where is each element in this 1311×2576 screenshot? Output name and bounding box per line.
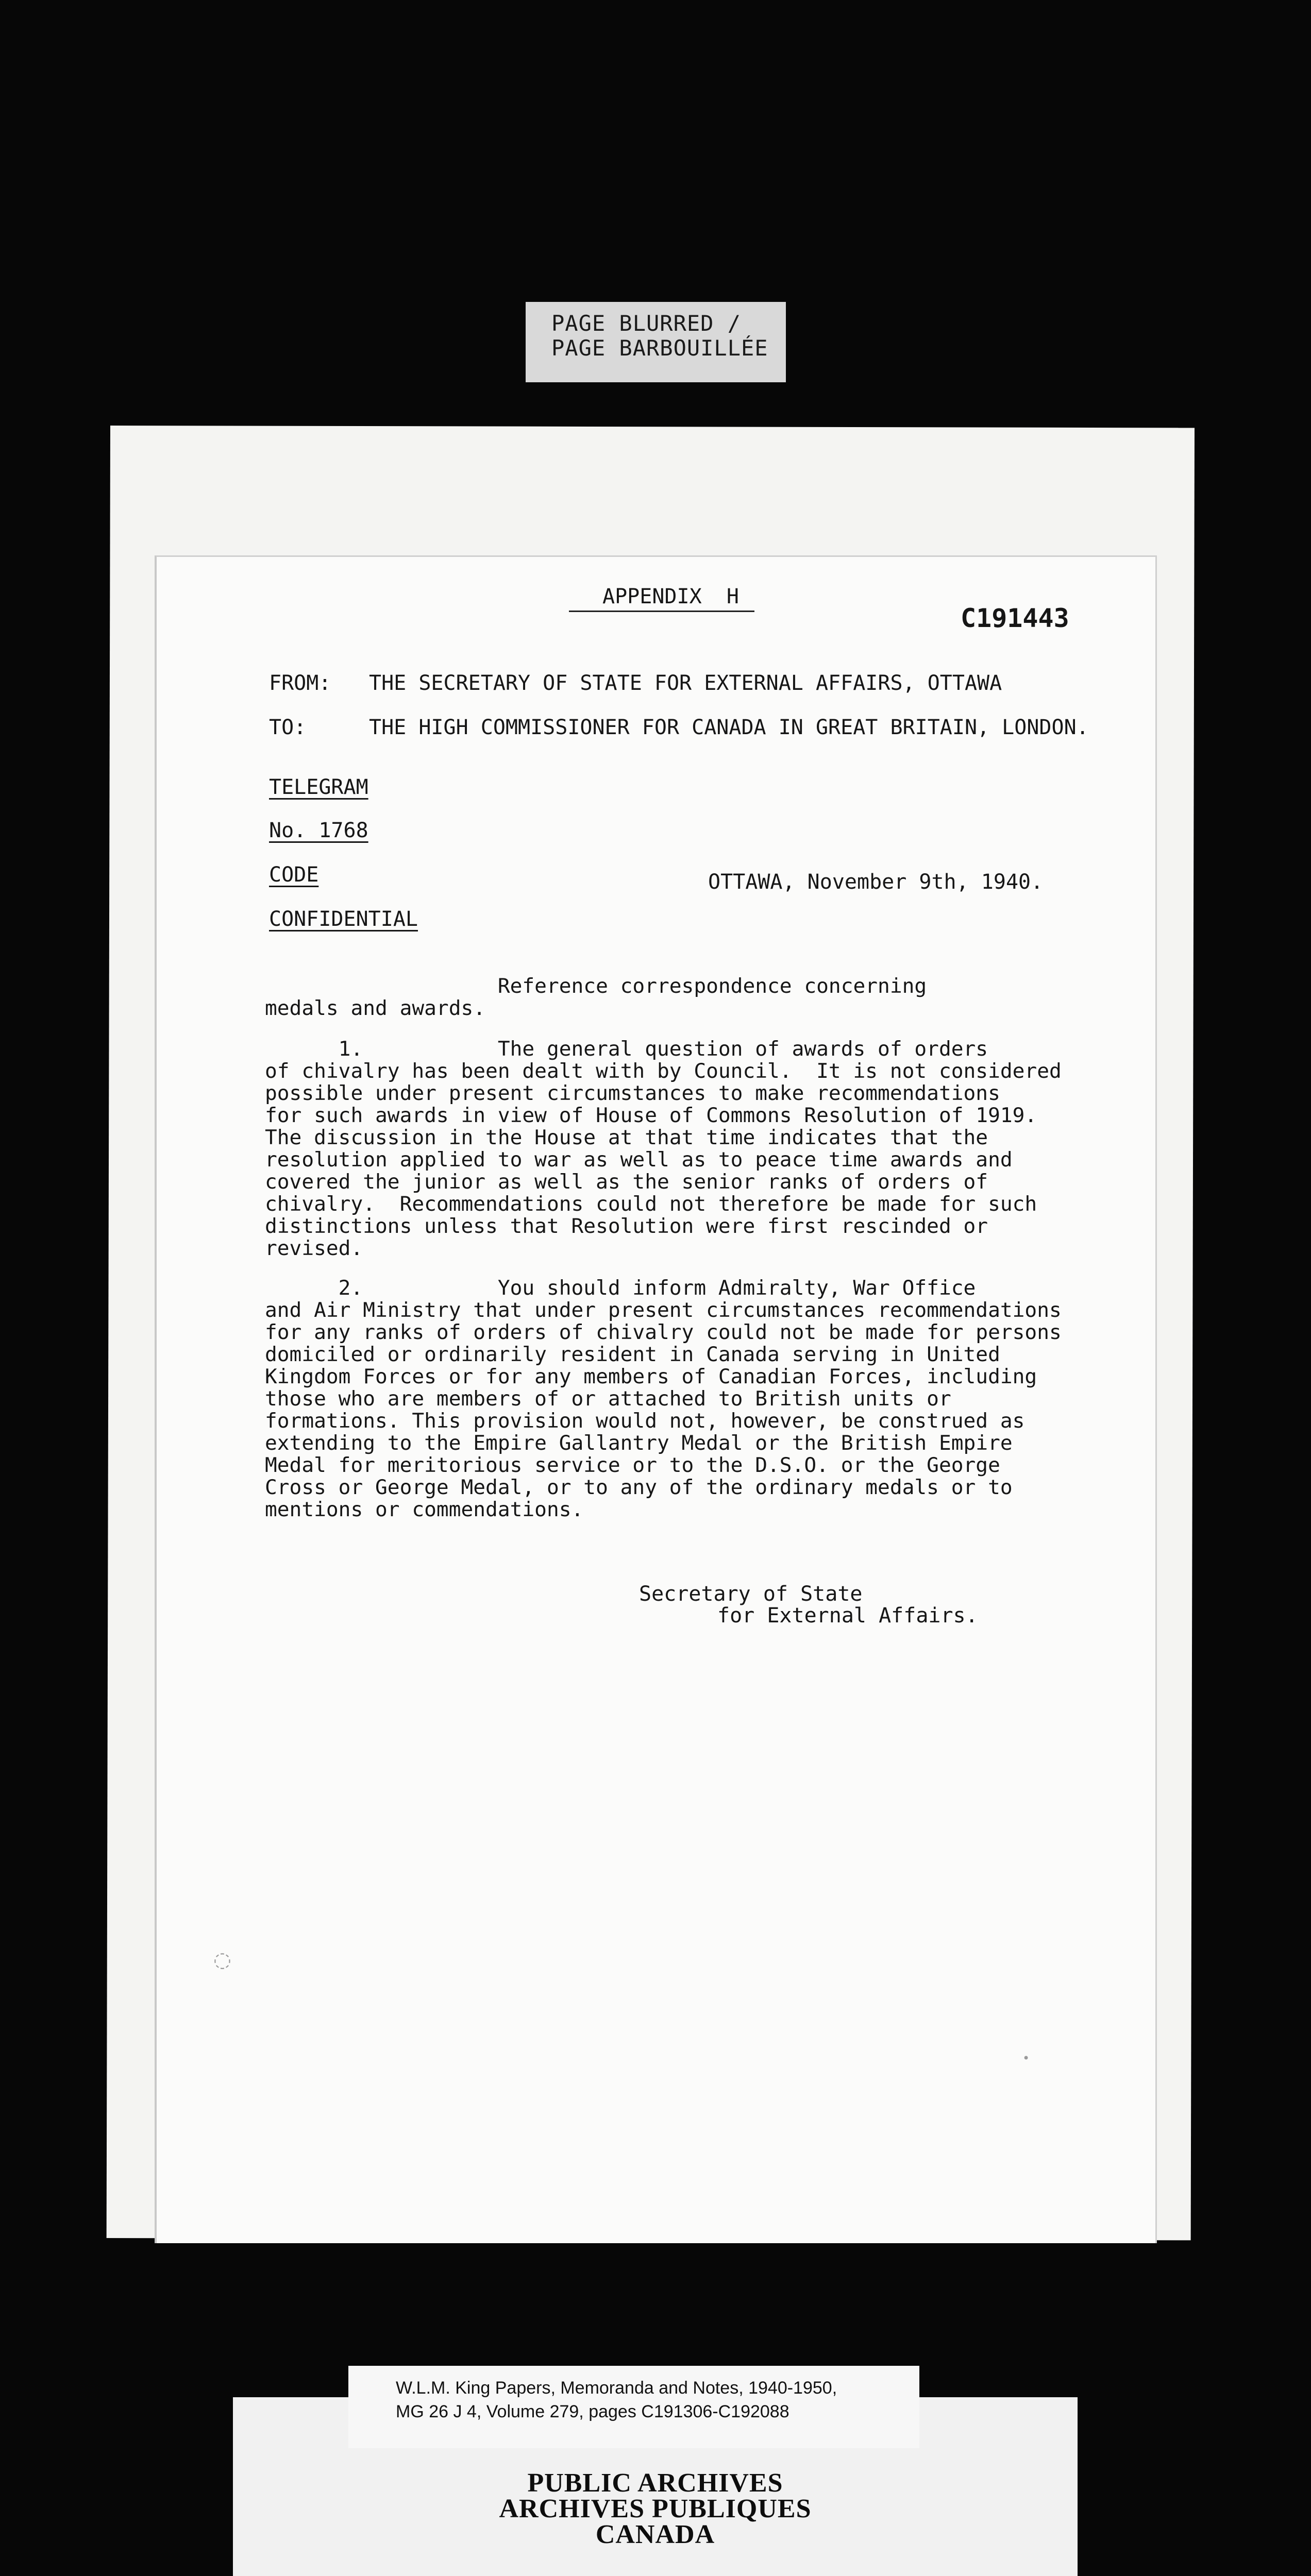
blurred-label-french: PAGE BARBOUILLÉE [551,335,768,361]
confidential-label: CONFIDENTIAL [269,907,418,931]
from-label: FROM: [269,671,331,695]
archives-french: ARCHIVES PUBLIQUES [499,2494,812,2523]
scan-artifact-dot: • [1022,2051,1030,2065]
archives-stamp [233,2470,1078,2548]
to-value: THE HIGH COMMISSIONER FOR CANADA IN GREAT BRITAIN, LONDON. [369,716,1089,739]
blurred-page-label [526,302,786,382]
archives-english: PUBLIC ARCHIVES [527,2468,783,2498]
citation-card [348,2366,919,2448]
archives-country: CANADA [595,2520,715,2549]
telegram-number: No. 1768 [269,819,368,842]
citation-line-2: MG 26 J 4, Volume 279, pages C191306-C192088 [396,2402,789,2421]
citation-line-1: W.L.M. King Papers, Memoranda and Notes, 1940-1950, [396,2378,837,2398]
appendix-heading: APPENDIX H [569,585,754,612]
scan-artifact-mark: ◌ [213,1948,231,1972]
signature-title: Secretary of State [639,1582,863,1606]
telegram-label: TELEGRAM [269,775,368,799]
to-label: TO: [269,716,307,739]
paragraph-1: 1. The general question of awards of orders of chivalry has been dealt with by Council. It is not considered possible under present circumstances to make recommendations for such awards in view of House of Commons Resolution of 1919. The discussion in the House at that time indicates that the resolution applied to war as well as to peace time awards and covered the junior as well as the senior ranks of orders of chivalry. Recommendations could not therefore be made for such distinctions unless that Resolution were first rescinded or revised. [265,1037,1062,1260]
telegram-document [155,555,1157,2243]
reference-paragraph: Reference correspondence concerning medals and awards. [265,974,927,1020]
signature-department: for External Affairs. [717,1604,978,1628]
paragraph-2: 2. You should inform Admiralty, War Office and Air Ministry that under present circumstances recommendations for any ranks of orders of chivalry could not be made for persons domiciled or ordinarily resident in Canada serving in United Kingdom Forces or for any members of Canadian Forces, including those who are members of or attached to British units or formations. This provision would not, however, be construed as extending to the Empire Gallantry Medal or the British Empire Medal for meritorious service or to the D.S.O. or the George Cross or George Medal, or to any of the ordinary medals or to mentions or commendations. [265,1276,1062,1521]
from-value: THE SECRETARY OF STATE FOR EXTERNAL AFFAIRS, OTTAWA [369,671,1002,695]
place-and-date: OTTAWA, November 9th, 1940. [708,870,1044,894]
blurred-label-english: PAGE BLURRED / [551,311,742,336]
code-label: CODE [269,863,319,887]
document-number: C191443 [961,603,1069,633]
